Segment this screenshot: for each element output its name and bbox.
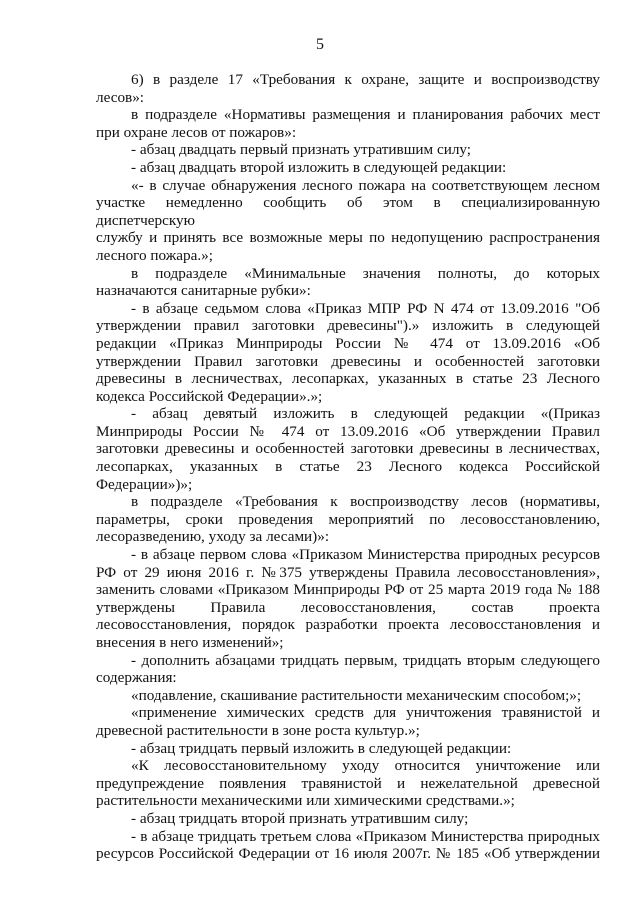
text-line: лесов»: bbox=[96, 88, 145, 106]
text-line: древесной растительности в зоне роста культур.»; bbox=[96, 721, 420, 739]
text-line: утверждении Правил заготовки древесины и особенностей заготовки bbox=[96, 352, 600, 370]
text-line: - в абзаце седьмом слова «Приказ МПР РФ N 474 от 13.09.2016 "Об bbox=[131, 299, 600, 317]
text-line: 6) в разделе 17 «Требования к охране, защите и воспроизводству bbox=[131, 71, 600, 88]
text-line: - абзац тридцать второй признать утратившим силу; bbox=[131, 809, 469, 827]
text-line: службу и принять все возможные меры по недопущению распространения bbox=[96, 229, 600, 247]
text-line: древесины в лесничествах, лесопарках, указанных в статье 23 Лесного bbox=[96, 370, 600, 388]
text-line: заготовки древесины и особенностей заготовки древесины в лесничествах, bbox=[96, 440, 600, 458]
text-line: растительности механическими или химическими средствами.»; bbox=[96, 792, 515, 810]
text-line: «К лесовосстановительному уходу относится уничтожение или bbox=[131, 757, 600, 775]
text-line: лесопарках, указанных в статье 23 Лесного кодекса Российской bbox=[96, 458, 600, 476]
text-line: утверждении правил заготовки древесины").» изложить в следующей bbox=[96, 317, 600, 335]
text-line: - абзац двадцать второй изложить в следующей редакции: bbox=[131, 158, 507, 176]
text-line: - абзац тридцать первый изложить в следующей редакции: bbox=[131, 739, 512, 757]
text-line: «- в случае обнаружения лесного пожара на соответствующем лесном bbox=[131, 176, 600, 194]
text-line: назначаются санитарные рубки»: bbox=[96, 282, 311, 300]
text-line: кодекса Российской Федерации».»; bbox=[96, 387, 323, 405]
text-line: в подразделе «Требования к воспроизводству лесов (нормативы, bbox=[131, 493, 600, 511]
text-line: Минприроды России № 474 от 13.09.2016 «Об утверждении Правил bbox=[96, 422, 600, 440]
text-line: - в абзаце первом слова «Приказом Министерства природных ресурсов bbox=[131, 546, 600, 564]
text-line: внесения в него изменений»; bbox=[96, 634, 284, 651]
text-line: заменить словами «Приказом Минприроды РФ от 25 марта 2019 года № 188 bbox=[96, 581, 600, 599]
text-line: «подавление, скашивание растительности механическим способом;»; bbox=[131, 686, 582, 704]
text-line: в подразделе «Минимальные значения полноты, до которых bbox=[131, 264, 600, 282]
document-body bbox=[96, 71, 600, 863]
text-line: «применение химических средств для уничтожения травянистой и bbox=[131, 704, 600, 722]
text-line: лесоразведению, уходу за лесами)»: bbox=[96, 528, 330, 546]
page-number: 5 bbox=[316, 36, 324, 53]
text-line: лесовосстановления, порядок разработки проекта лесовосстановления и bbox=[96, 616, 600, 634]
text-line: ресурсов Российской Федерации от 16 июля 2007г. № 185 «Об утверждении bbox=[96, 845, 600, 863]
text-line: - абзац девятый изложить в следующей редакции «(Приказ bbox=[131, 405, 600, 423]
text-line: утверждены Правила лесовосстановления, состав проекта bbox=[96, 598, 600, 616]
text-line: предупреждение появления травянистой и нежелательной древесной bbox=[96, 774, 600, 792]
text-line: - дополнить абзацами тридцать первым, тридцать вторым следующего bbox=[131, 651, 600, 669]
text-line: в подразделе «Нормативы размещения и планирования рабочих мест bbox=[131, 106, 600, 124]
text-line: Федерации»)»; bbox=[96, 475, 193, 493]
text-line: - абзац двадцать первый признать утратившим силу; bbox=[131, 141, 472, 159]
text-line: РФ от 29 июня 2016 г. №375 утверждены Правила лесовосстановления», bbox=[96, 563, 600, 581]
text-line: участке немедленно сообщить об этом в специализированную диспетчерскую bbox=[96, 194, 600, 229]
text-line: - в абзаце тридцать третьем слова «Приказом Министерства природных bbox=[131, 827, 600, 845]
text-line: лесного пожара.»; bbox=[96, 246, 213, 264]
text-line: параметры, сроки проведения мероприятий по лесовосстановлению, bbox=[96, 510, 600, 528]
text-line: редакции «Приказ Минприроды России № 474 от 13.09.2016 «Об bbox=[96, 334, 600, 352]
text-line: содержания: bbox=[96, 669, 177, 687]
text-line: при охране лесов от пожаров»: bbox=[96, 123, 297, 141]
